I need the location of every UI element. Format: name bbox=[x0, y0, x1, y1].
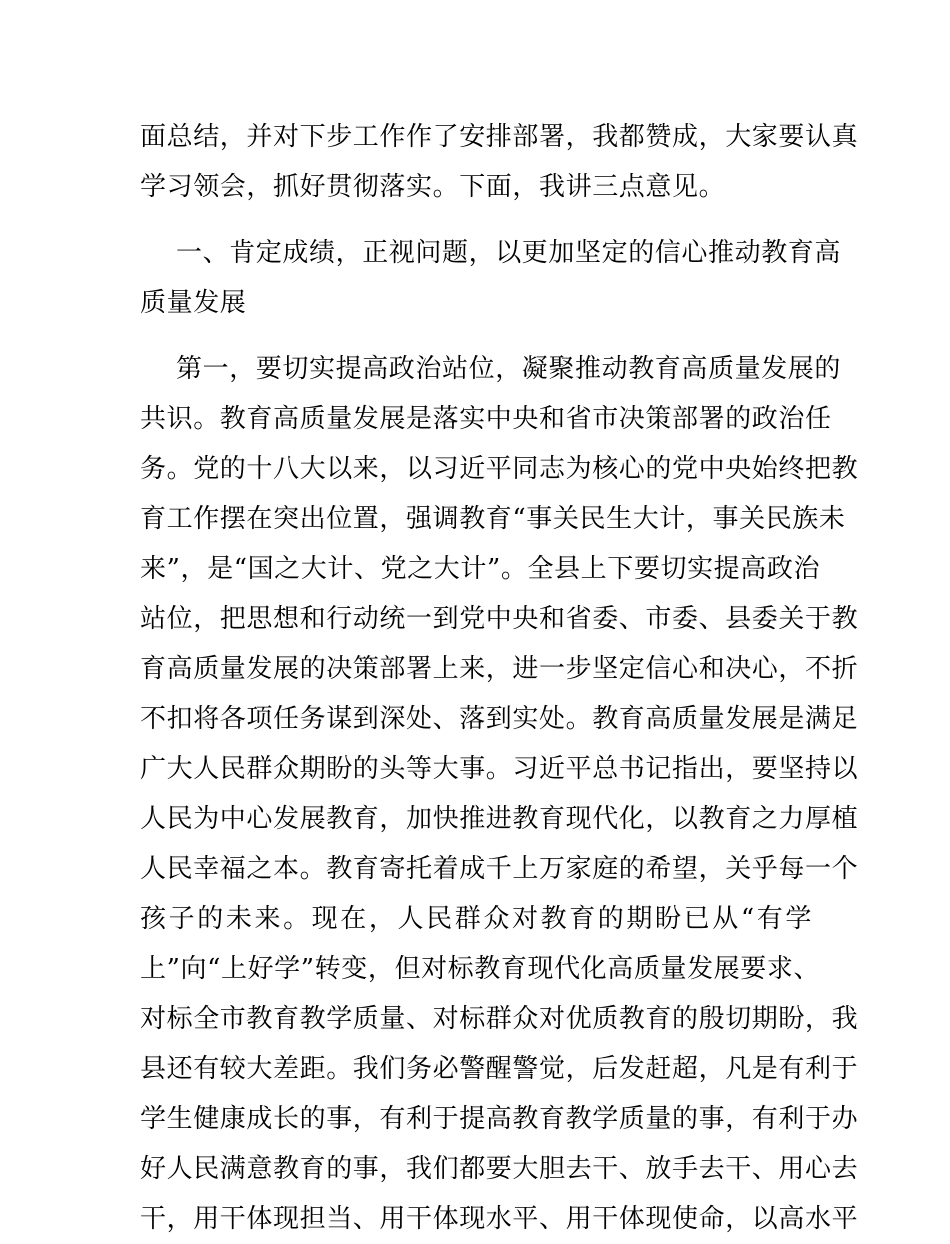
text-line: 县还有较大差距。我们务必警醒警觉，后发赶超，凡是有利于 bbox=[140, 1054, 859, 1084]
text-line: 务。党的十八大以来，以习近平同志为核心的党中央始终把教 bbox=[140, 454, 859, 484]
text-line: 广大人民群众期盼的头等大事。习近平总书记指出，要坚持以 bbox=[140, 754, 859, 784]
text-line: 好人民满意教育的事，我们都要大胆去干、放手去干、用心去 bbox=[140, 1154, 859, 1184]
text-line: 干，用干体现担当、用干体现水平、用干体现使命，以高水平 bbox=[140, 1204, 859, 1234]
text-line: 面总结，并对下步工作作了安排部署，我都赞成，大家要认真 bbox=[140, 122, 859, 152]
intro-paragraph bbox=[140, 112, 859, 212]
text-line: 学生健康成长的事，有利于提高教育教学质量的事，有利于办 bbox=[140, 1104, 859, 1134]
text-line: 人民幸福之本。教育寄托着成千上万家庭的希望，关乎每一个 bbox=[140, 854, 859, 884]
document-body bbox=[140, 112, 859, 1244]
text-line: 对标全市教育教学质量、对标群众对优质教育的殷切期盼，我 bbox=[140, 1004, 859, 1034]
heading-line: 质量发展 bbox=[140, 288, 247, 318]
paragraph-spacer bbox=[140, 328, 812, 344]
body-paragraph bbox=[140, 344, 859, 1244]
text-line: 育工作摆在突出位置，强调教育“事关民生大计，事关民族未 bbox=[140, 504, 846, 534]
text-line: 第一，要切实提高政治站位，凝聚推动教育高质量发展的 bbox=[176, 354, 842, 384]
text-line: 学习领会，抓好贯彻落实。下面，我讲三点意见。 bbox=[140, 172, 726, 202]
text-line: 育高质量发展的决策部署上来，进一步坚定信心和决心，不折 bbox=[140, 654, 859, 684]
text-line: 不扣将各项任务谋到深处、落到实处。教育高质量发展是满足 bbox=[140, 704, 859, 734]
text-line: 上”向“上好学”转变，但对标教育现代化高质量发展要求、 bbox=[140, 954, 821, 984]
text-line: 来”，是“国之大计、党之大计”。全县上下要切实提高政治 bbox=[140, 554, 821, 584]
text-line: 孩子的未来。现在，人民群众对教育的期盼已从“有学 bbox=[140, 904, 812, 934]
paragraph-spacer bbox=[140, 212, 812, 228]
section-heading bbox=[140, 228, 842, 328]
text-line: 共识。教育高质量发展是落实中央和省市决策部署的政治任 bbox=[140, 404, 832, 434]
text-line: 人民为中心发展教育，加快推进教育现代化，以教育之力厚植 bbox=[140, 804, 859, 834]
heading-line: 一、肯定成绩，正视问题，以更加坚定的信心推动教育高 bbox=[176, 238, 842, 268]
text-line: 站位，把思想和行动统一到党中央和省委、市委、县委关于教 bbox=[140, 604, 859, 634]
